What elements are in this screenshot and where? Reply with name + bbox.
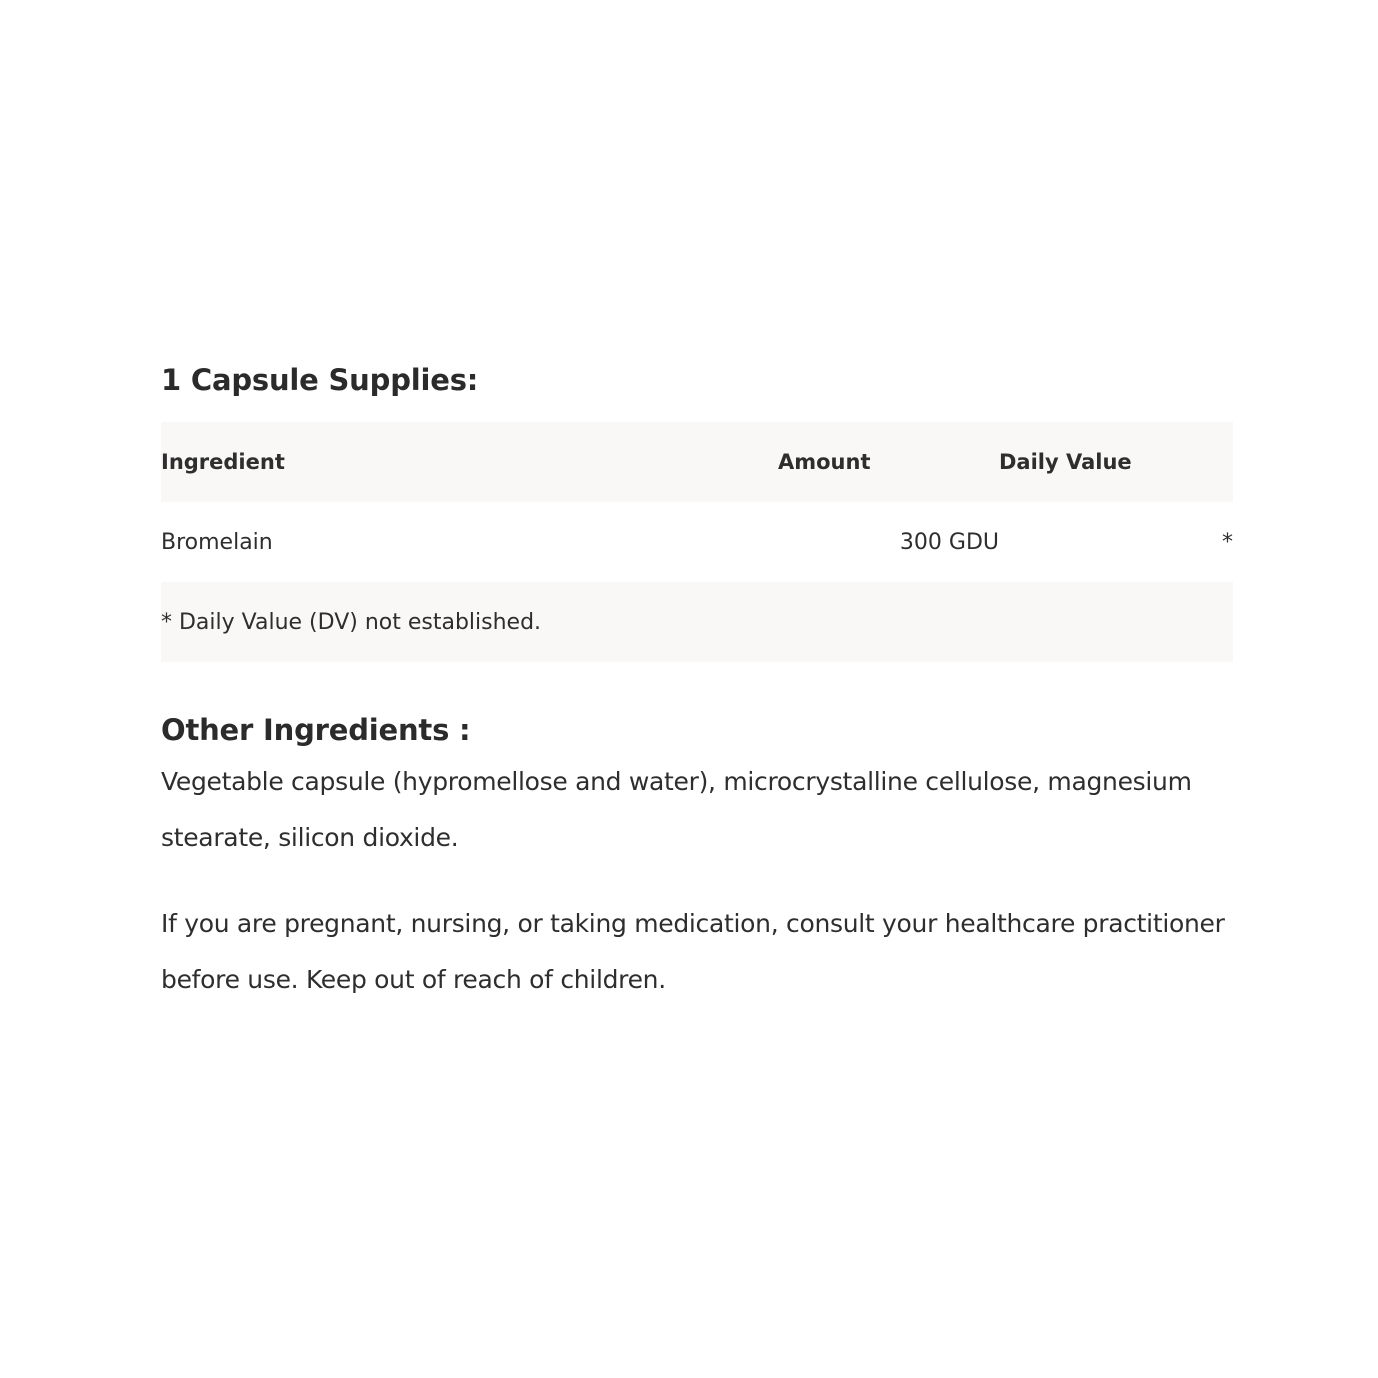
header-daily-value: Daily Value [999, 450, 1132, 474]
header-ingredient: Ingredient [161, 450, 285, 474]
other-ingredients-text: Vegetable capsule (hypromellose and water), microcrystalline cellulose, magnesium stearate, silicon dioxide. [161, 767, 1192, 852]
other-ingredients-heading: Other Ingredients : [161, 713, 471, 747]
header-amount: Amount [778, 450, 871, 474]
footnote-row [161, 582, 1233, 662]
supplies-heading: 1 Capsule Supplies: [161, 363, 479, 397]
daily-value-cell: * [1222, 529, 1233, 555]
daily-value-footnote: * Daily Value (DV) not established. [161, 609, 542, 635]
warning-text: If you are pregnant, nursing, or taking medication, consult your healthcare practitioner before use. Keep out of reach of children. [161, 909, 1225, 994]
supplement-facts-table [161, 422, 1233, 662]
amount-cell: 300 GDU [899, 529, 999, 555]
ingredient-cell: Bromelain [161, 529, 273, 555]
table-header-row [161, 422, 1233, 502]
table-row [161, 502, 1233, 582]
supplement-facts-panel [161, 358, 1233, 1008]
